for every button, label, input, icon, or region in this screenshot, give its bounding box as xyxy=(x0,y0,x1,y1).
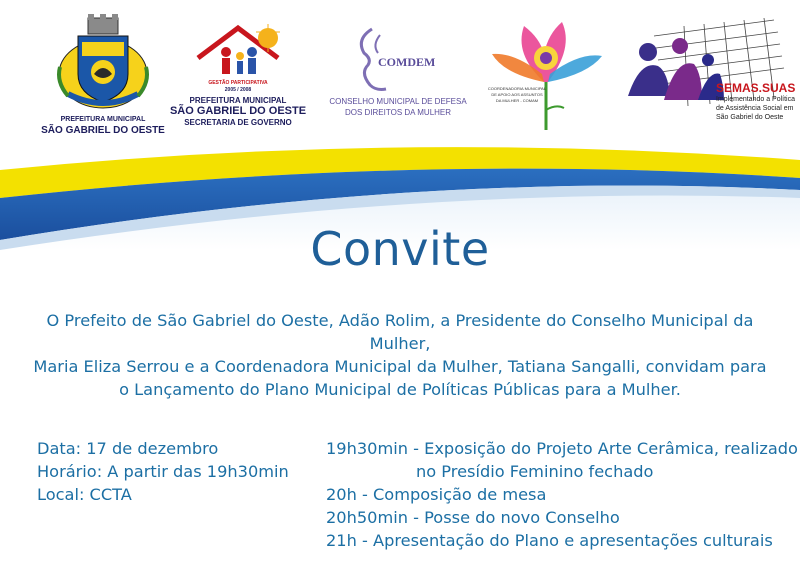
schedule-item-1-continuation: no Presídio Feminino fechado xyxy=(416,462,654,481)
prefeitura-label-2: SÃO GABRIEL DO OESTE xyxy=(41,125,165,136)
coordenadoria-logo xyxy=(484,14,614,134)
logo-strip xyxy=(0,0,800,145)
schedule-item-1: 19h30min - Exposição do Projeto Arte Cerâmica, realizado xyxy=(326,439,798,458)
semas-line-1: Implementando a Política xyxy=(716,96,795,103)
intro-paragraph xyxy=(20,309,780,401)
semas-line-2: de Assistência Social em xyxy=(716,105,794,112)
semas-people-grid-icon xyxy=(624,16,796,130)
prefeitura-label-1: PREFEITURA MUNICIPAL xyxy=(60,116,146,123)
coordenadoria-line-2: DE APOIO AOS ASSUNTOS xyxy=(491,92,543,97)
event-date: Data: 17 de dezembro xyxy=(37,439,219,458)
flower-icon xyxy=(484,14,614,134)
coordenadoria-line-3: DA MULHER - COMAM xyxy=(495,98,539,103)
gestao-cidade: SÃO GABRIEL DO OESTE xyxy=(169,105,307,117)
intro-line-3: o Lançamento do Plano Municipal de Políticas Públicas para a Mulher. xyxy=(119,380,681,399)
comdem-mark: COMDEM xyxy=(378,55,436,69)
intro-line-1: O Prefeito de São Gabriel do Oeste, Adão Rolim, a Presidente do Conselho Municipal da Mulher, xyxy=(46,311,754,353)
comdem-line-1: CONSELHO MUNICIPAL DE DEFESA xyxy=(329,97,467,106)
coat-of-arms-icon xyxy=(38,12,168,112)
event-schedule xyxy=(326,437,798,552)
schedule-item-2: 20h - Composição de mesa xyxy=(326,485,547,504)
comdem-logo xyxy=(328,25,468,125)
schedule-item-3: 20h50min - Posse do novo Conselho xyxy=(326,508,620,527)
event-time: Horário: A partir das 19h30min xyxy=(37,462,289,481)
semas-suas-logo xyxy=(624,16,796,130)
coordenadoria-line-1: COORDENADORIA MUNICIPAL xyxy=(487,86,547,91)
schedule-item-4: 21h - Apresentação do Plano e apresentações culturais xyxy=(326,531,773,550)
gestao-label: GESTÃO PARTICIPATIVA xyxy=(208,80,268,86)
prefeitura-brasao-logo xyxy=(38,12,168,140)
gestao-years: 2005 / 2008 xyxy=(224,87,252,93)
gestao-secretaria: SECRETARIA DE GOVERNO xyxy=(184,118,292,127)
intro-line-2: Maria Eliza Serrou e a Coordenadora Municipal da Mulher, Tatiana Sangalli, convidam para xyxy=(33,357,767,376)
page-title: Convite xyxy=(310,222,490,276)
semas-line-3: São Gabriel do Oeste xyxy=(716,114,784,121)
gestao-prefeitura: PREFEITURA MUNICIPAL xyxy=(189,96,287,105)
semas-title: SEMAS.SUAS xyxy=(716,81,796,95)
house-family-icon xyxy=(168,20,318,80)
gestao-participativa-logo xyxy=(168,20,318,130)
event-place: Local: CCTA xyxy=(37,485,132,504)
event-details xyxy=(37,437,289,506)
comdem-line-2: DOS DIREITOS DA MULHER xyxy=(344,108,452,117)
